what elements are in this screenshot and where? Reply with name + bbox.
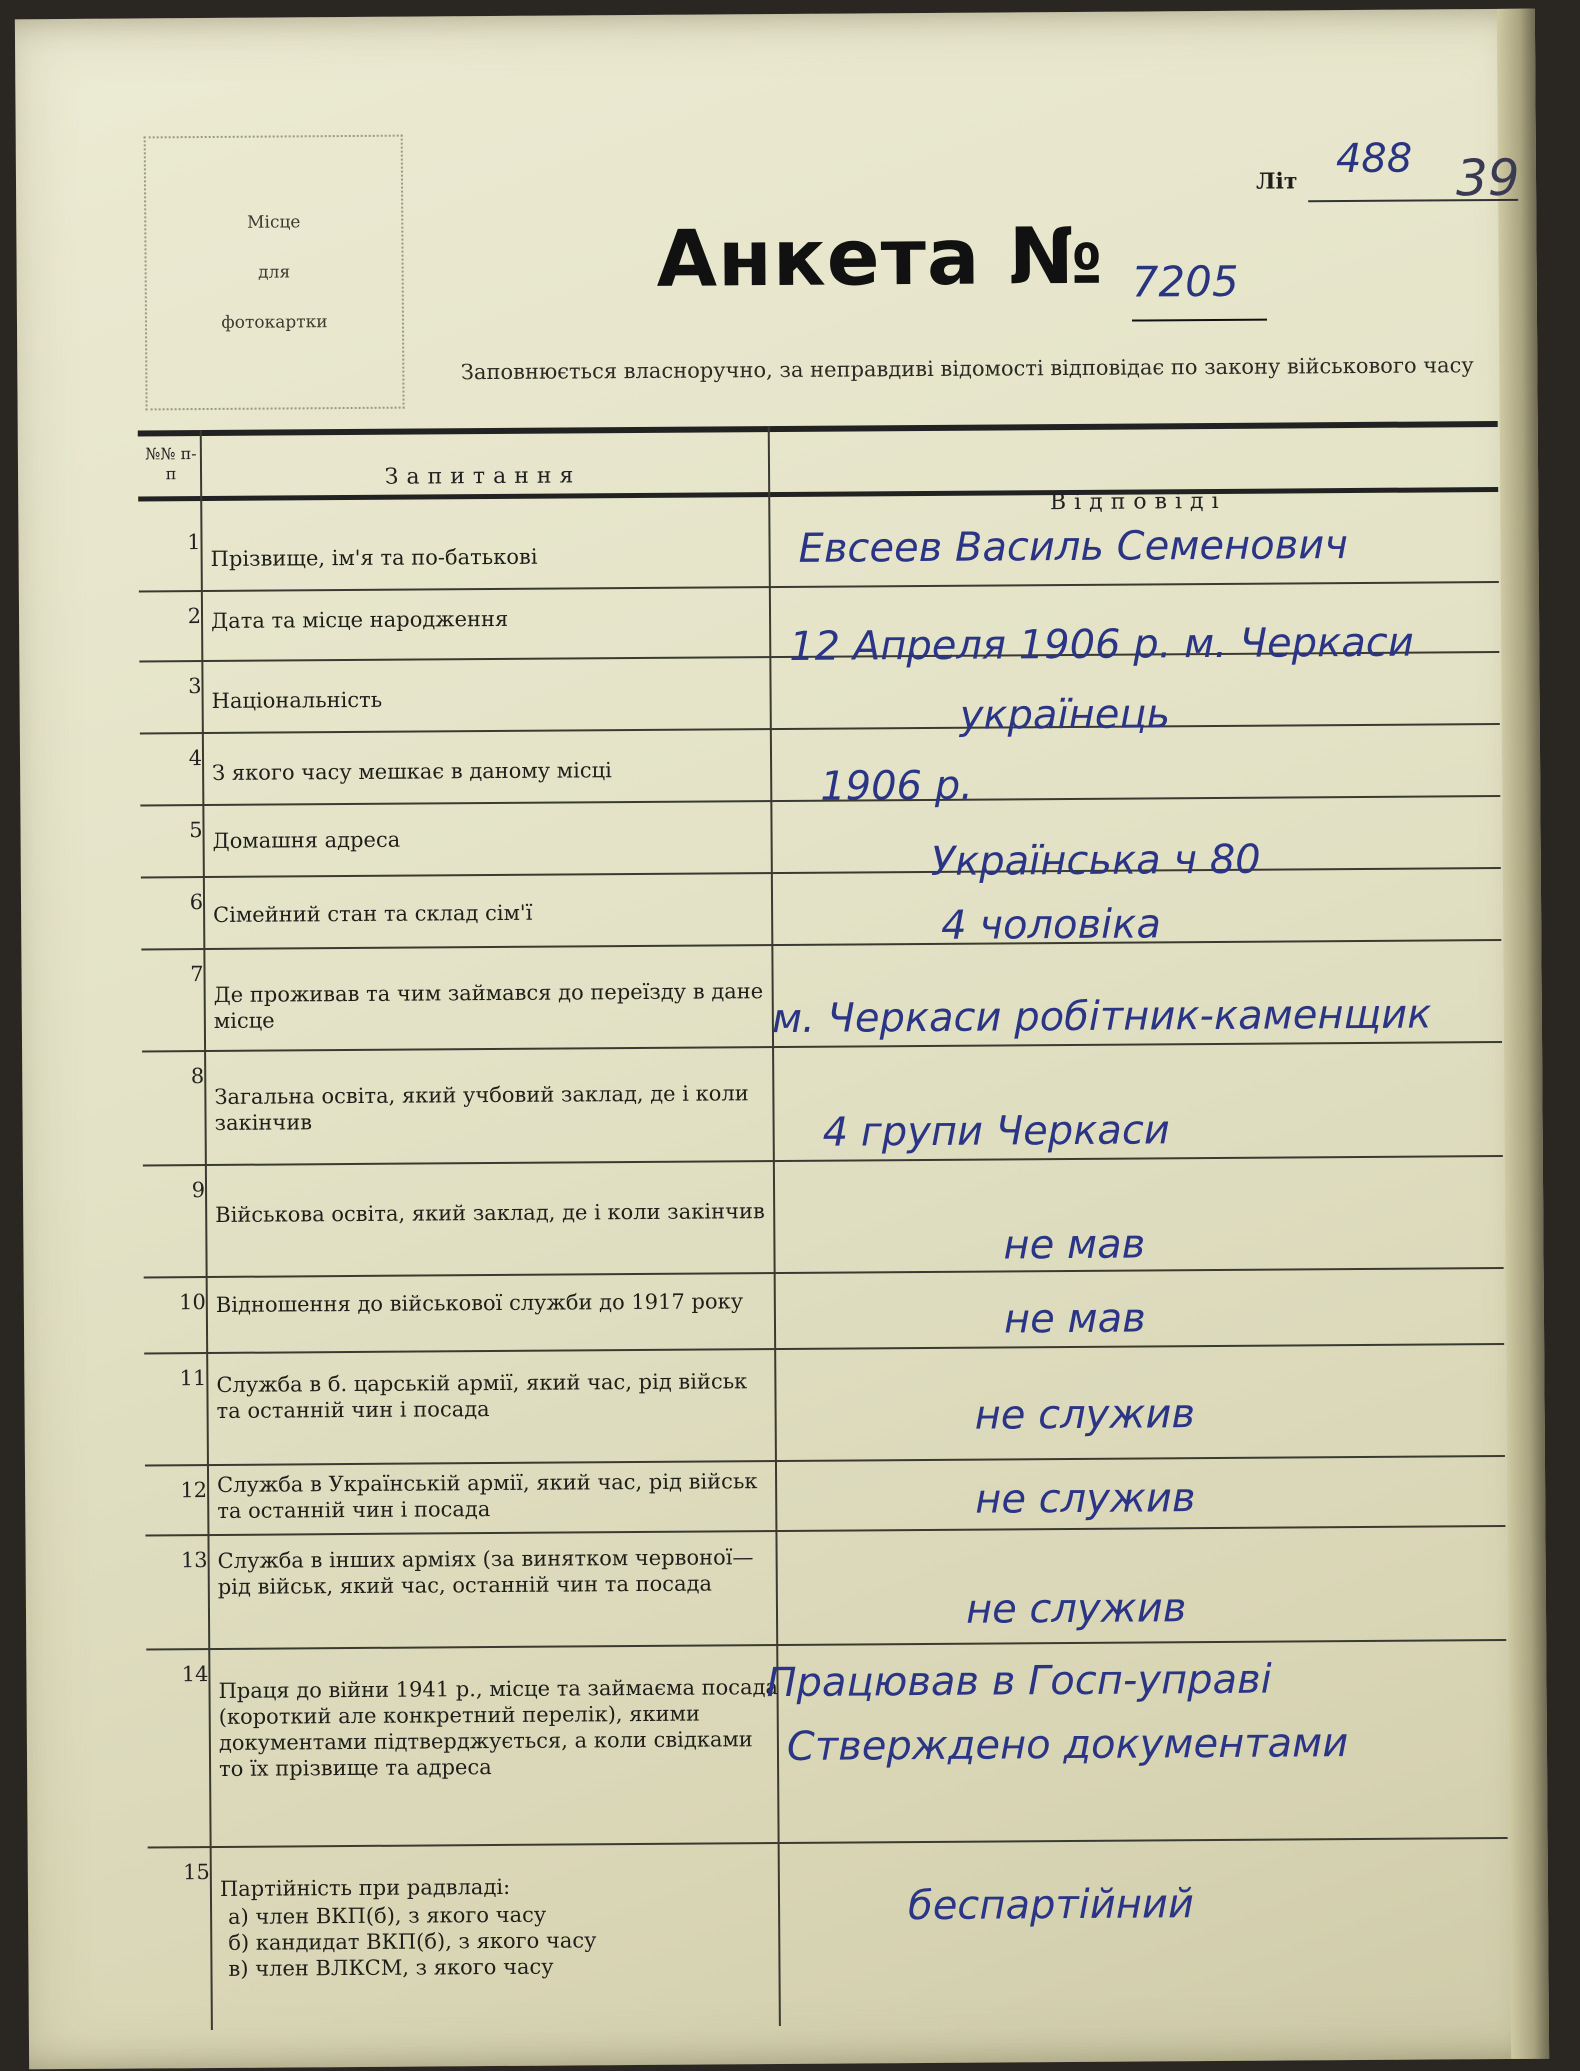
row-number: 6 bbox=[189, 890, 204, 915]
row-answer: Українська ч 80 bbox=[930, 836, 1261, 885]
table-row bbox=[142, 1043, 1503, 1166]
row-number: 15 bbox=[182, 1860, 210, 1885]
row-question: Загальна освіта, який учбовий заклад, де і коли закінчив bbox=[214, 1081, 749, 1135]
row-answer: не мав bbox=[1003, 1295, 1146, 1343]
row-question: Домашня адреса bbox=[212, 827, 401, 853]
table-row bbox=[140, 797, 1500, 885]
row-answer: 12 Апреля 1906 р. м. Черкаси bbox=[789, 619, 1414, 670]
row-question: Відношення до військової служби до 1917 року bbox=[215, 1289, 744, 1317]
row-question: Служба в б. царській армії, який час, рід військ та останній чин і посада bbox=[216, 1369, 748, 1423]
table-row bbox=[148, 1839, 1509, 2018]
table-row bbox=[140, 725, 1500, 810]
form-number-underline bbox=[1132, 319, 1267, 322]
row-number: 9 bbox=[191, 1178, 206, 1203]
table-row bbox=[143, 1157, 1504, 1278]
row-question-b: б) кандидат ВКП(б), з якого часу bbox=[228, 1928, 597, 1955]
table-row bbox=[138, 509, 1498, 592]
row-answer: українець bbox=[959, 691, 1171, 739]
row-number: 7 bbox=[190, 962, 204, 987]
row-number: 10 bbox=[179, 1290, 206, 1315]
row-answer: не служив bbox=[975, 1475, 1196, 1523]
row-question-a: а) член ВКП(б), з якого часу bbox=[228, 1902, 547, 1929]
photo-label-2: для bbox=[258, 262, 291, 283]
row-number: 2 bbox=[187, 604, 202, 629]
row-question: Служба в інших арміях (за винятком червоної—рід військ, який час, останній чин та посада bbox=[217, 1545, 754, 1599]
row-answer: не служив bbox=[965, 1585, 1187, 1633]
row-answer: Евсеев Василь Семенович bbox=[798, 522, 1349, 572]
questionnaire-page bbox=[15, 9, 1549, 2070]
row-answer: 1906 р. bbox=[820, 762, 974, 810]
table-row bbox=[146, 1641, 1507, 1848]
row-number: 11 bbox=[179, 1366, 207, 1391]
row-question: Сімейний стан та склад сім'ї bbox=[213, 900, 533, 927]
row-question: З якого часу мешкає в даному місці bbox=[212, 758, 612, 785]
row-question-c: в) член ВЛКСМ, з якого часу bbox=[228, 1954, 554, 1981]
header-answer: Відповіді bbox=[1049, 488, 1227, 516]
table-row bbox=[144, 1345, 1505, 1466]
table-row bbox=[141, 869, 1501, 950]
row-question: Служба в Українській армії, який час, рід військ та останній чин і посада bbox=[217, 1469, 758, 1523]
row-answer-2: Стверждено документами bbox=[786, 1720, 1349, 1770]
table-row bbox=[139, 583, 1499, 670]
table-row bbox=[139, 653, 1499, 739]
table-row bbox=[144, 1269, 1504, 1354]
row-answer: беспартійний bbox=[907, 1881, 1195, 1930]
row-question: Партійність при радвладі: bbox=[219, 1874, 511, 1901]
row-number: 3 bbox=[188, 674, 202, 699]
row-number: 13 bbox=[180, 1548, 208, 1573]
table-top-rule bbox=[138, 421, 1498, 436]
row-number: 1 bbox=[187, 530, 201, 555]
row-answer: не служив bbox=[974, 1391, 1196, 1439]
form-subtitle: Заповнюється власноручно, за неправдиві відомості відповідає по закону військового часу bbox=[460, 353, 1474, 385]
row-question: Прізвище, ім'я та по-батькові bbox=[210, 544, 538, 571]
lit-number: 488 bbox=[1335, 135, 1413, 183]
lit-number-2: 39 bbox=[1455, 148, 1520, 208]
row-answer: 4 чоловіка bbox=[941, 901, 1162, 949]
row-question: Національність bbox=[211, 687, 383, 713]
header-question: Запитання bbox=[384, 463, 582, 490]
row-answer: Працював в Госп-управі bbox=[766, 1656, 1272, 1707]
row-number: 5 bbox=[189, 818, 203, 843]
table-row bbox=[145, 1457, 1505, 1536]
row-question: Дата та місце народження bbox=[210, 606, 509, 633]
photo-label-3: фотокартки bbox=[221, 312, 328, 333]
row-number: 8 bbox=[190, 1064, 205, 1089]
row-number: 12 bbox=[180, 1478, 208, 1503]
form-number: 7205 bbox=[1131, 256, 1239, 307]
row-answer: не мав bbox=[1003, 1221, 1146, 1269]
row-answer: м. Черкаси робітник-каменщик bbox=[771, 991, 1432, 1043]
table-row bbox=[141, 941, 1502, 1052]
header-number: №№ п-п bbox=[145, 444, 197, 484]
row-answer: 4 групи Черкаси bbox=[822, 1107, 1170, 1156]
table-row bbox=[145, 1527, 1506, 1650]
lit-label: Літ bbox=[1255, 168, 1298, 195]
form-title: Анкета № bbox=[656, 211, 1104, 305]
photo-label-1: Місце bbox=[247, 212, 301, 233]
row-question: Військова освіта, який заклад, де і коли закінчив bbox=[215, 1199, 765, 1227]
photo-placeholder bbox=[144, 135, 405, 411]
row-number: 14 bbox=[181, 1662, 209, 1687]
row-question: Праця до війни 1941 р., місце та займаєма посада (короткий але конкретний перелік), якими документами підтверджується, а коли свідками то їх прізвище та адреса bbox=[218, 1675, 779, 1781]
row-number: 4 bbox=[188, 746, 203, 771]
row-question: Де проживав та чим займався до переїзду в дане місце bbox=[213, 979, 764, 1033]
